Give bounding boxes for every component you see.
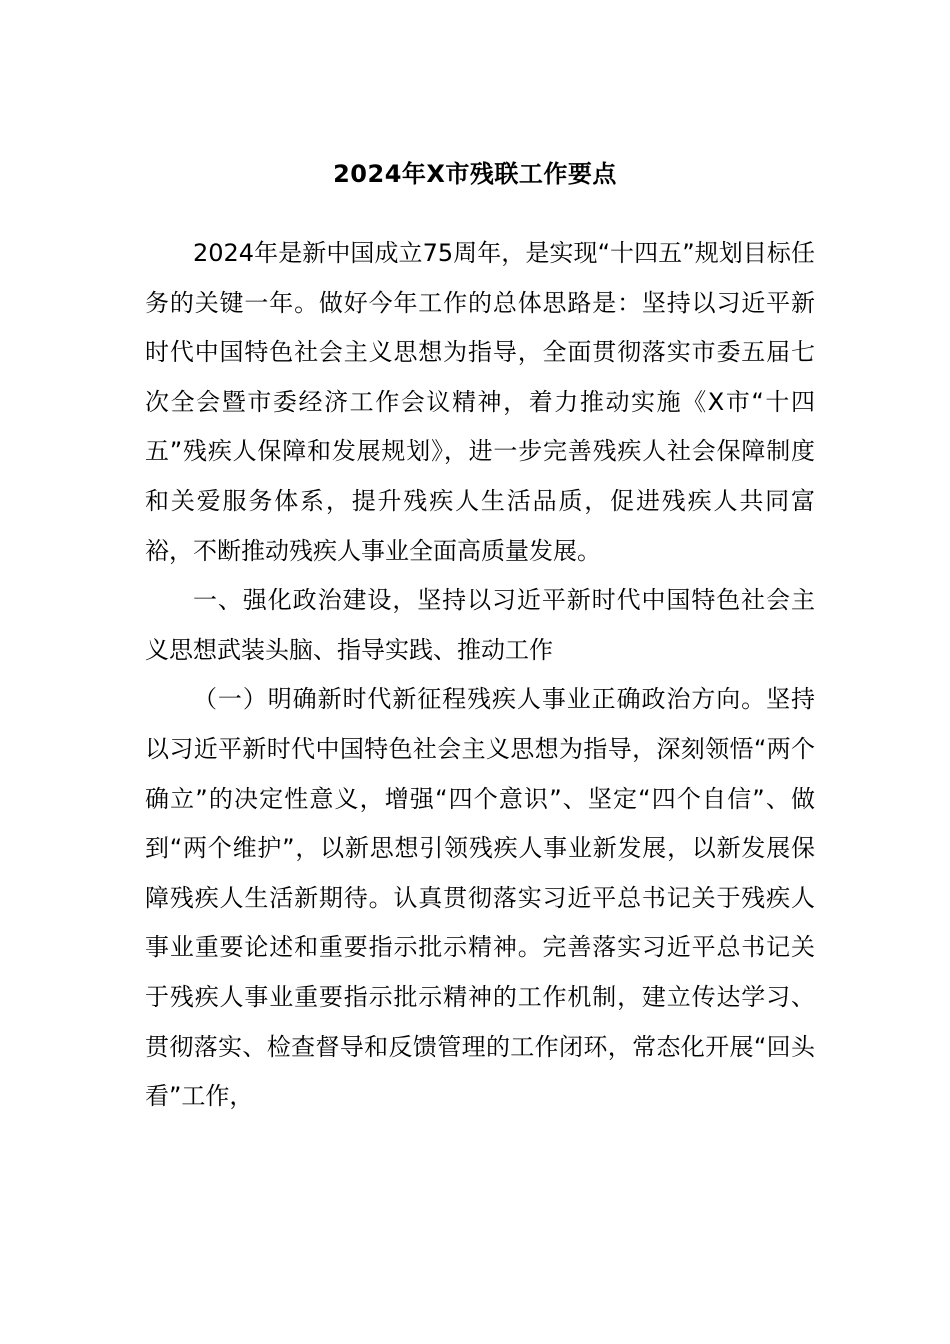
- paragraph-intro: 2024年是新中国成立75周年，是实现“十四五”规划目标任务的关键一年。做好今年工作的总体思路是：坚持以习近平新时代中国特色社会主义思想为指导，全面贯彻落实市委五届七次全会暨市委经济工作会议精神，着力推动实施《X市“十四五”残疾人保障和发展规划》，进一步完善残疾人社会保障制度和关爱服务体系，提升残疾人生活品质，促进残疾人共同富裕，不断推动残疾人事业全面高质量发展。: [145, 239, 815, 565]
- document-title: 2024年X市残联工作要点: [333, 160, 617, 188]
- paragraph-section-1-item-1: （一）明确新时代新征程残疾人事业正确政治方向。坚持以习近平新时代中国特色社会主义思想为指导，深刻领悟“两个确立”的决定性意义，增强“四个意识”、坚定“四个自信”、做到“两个维护”，以新思想引领残疾人事业新发展，以新发展保障残疾人生活新期待。认真贯彻落实习近平总书记关于残疾人事业重要论述和重要指示批示精神。完善落实习近平总书记关于残疾人事业重要指示批示精神的工作机制，建立传达学习、贯彻落实、检查督导和反馈管理的工作闭环，常态化开展“回头看”工作，: [145, 685, 815, 1111]
- document-body: [145, 229, 815, 1122]
- section-heading-1: 一、强化政治建设，坚持以习近平新时代中国特色社会主义思想武装头脑、指导实践、推动工作: [145, 586, 815, 664]
